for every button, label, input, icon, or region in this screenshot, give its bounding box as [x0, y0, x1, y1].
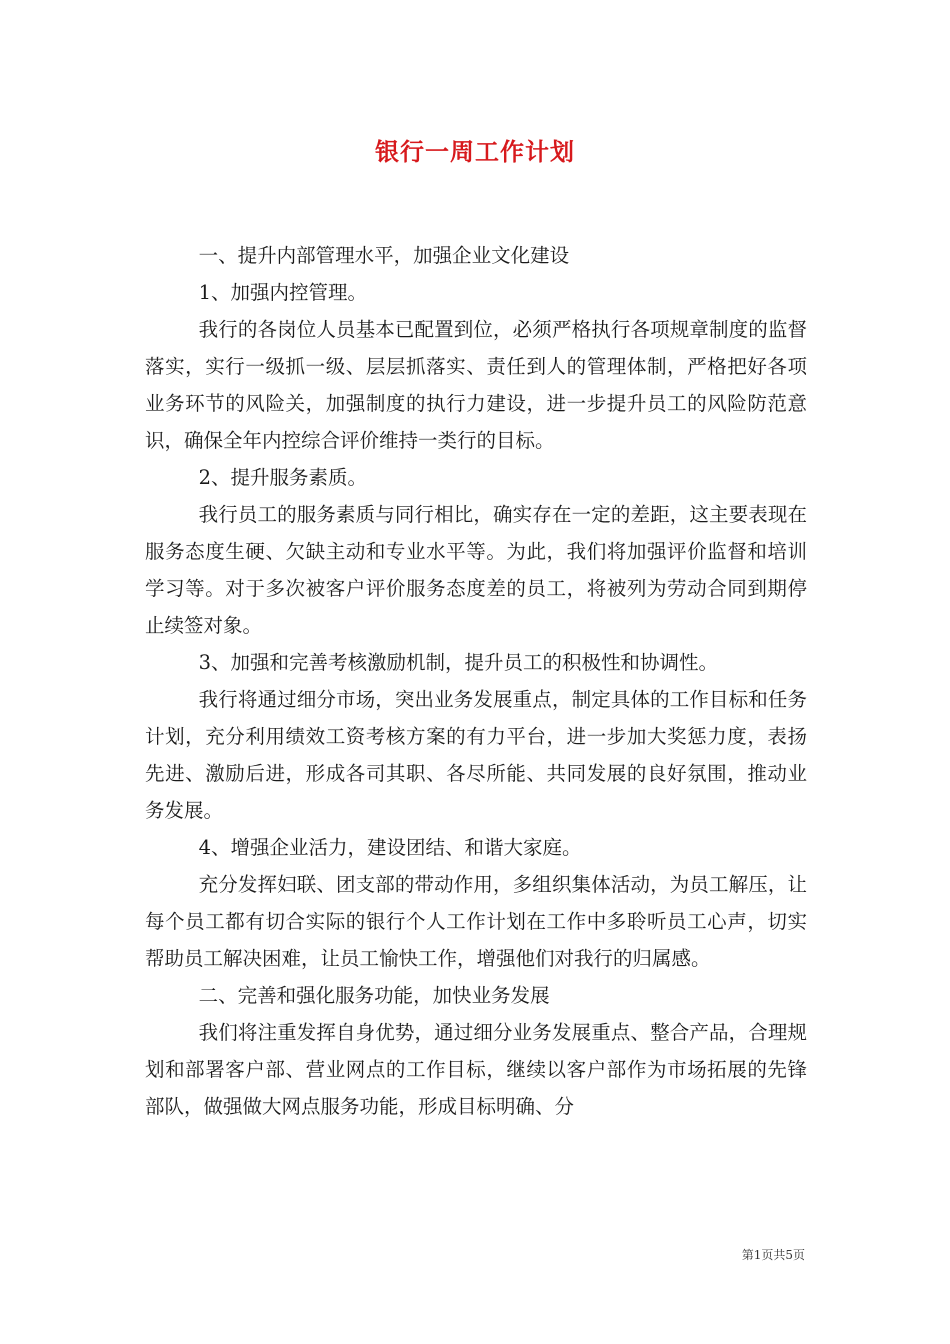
paragraph: 我行将通过细分市场，突出业务发展重点，制定具体的工作目标和任务计划，充分利用绩效工资考核方案的有力平台，进一步加大奖惩力度，表扬先进、激励后进，形成各司其职、各尽所能、共同发展的良好氛围，推动业务发展。 [145, 688, 807, 822]
subheading-3: 3、加强和完善考核激励机制，提升员工的积极性和协调性。 [198, 651, 719, 674]
page-footer [742, 1246, 805, 1263]
paragraph: 充分发挥妇联、团支部的带动作用，多组织集体活动，为员工解压，让每个员工都有切合实际的银行个人工作计划在工作中多聆听员工心声，切实帮助员工解决困难，让员工愉快工作，增强他们对我行的归属感。 [145, 873, 807, 970]
subheading-4: 4、增强企业活力，建设团结、和谐大家庭。 [198, 836, 582, 859]
page-number: 第1页共5页 [741, 1248, 805, 1262]
paragraph: 我们将注重发挥自身优势，通过细分业务发展重点、整合产品，合理规划和部署客户部、营业网点的工作目标，继续以客户部作为市场拓展的先锋部队，做强做大网点服务功能，形成目标明确、分 [145, 1021, 807, 1118]
document-body [145, 237, 807, 1125]
section-heading-1: 一、提升内部管理水平，加强企业文化建设 [198, 244, 570, 267]
document-title: 银行一周工作计划 [375, 137, 575, 166]
section-heading-2: 二、完善和强化服务功能，加快业务发展 [198, 984, 550, 1007]
paragraph: 我行员工的服务素质与同行相比，确实存在一定的差距，这主要表现在服务态度生硬、欠缺主动和专业水平等。为此，我们将加强评价监督和培训学习等。对于多次被客户评价服务态度差的员工，将被列为劳动合同到期停止续签对象。 [145, 503, 807, 637]
paragraph: 我行的各岗位人员基本已配置到位，必须严格执行各项规章制度的监督落实，实行一级抓一级、层层抓落实、责任到人的管理体制，严格把好各项业务环节的风险关，加强制度的执行力建设，进一步提升员工的风险防范意识，确保全年内控综合评价维持一类行的目标。 [145, 318, 807, 452]
subheading-1: 1、加强内控管理。 [198, 281, 368, 304]
subheading-2: 2、提升服务素质。 [198, 466, 368, 489]
